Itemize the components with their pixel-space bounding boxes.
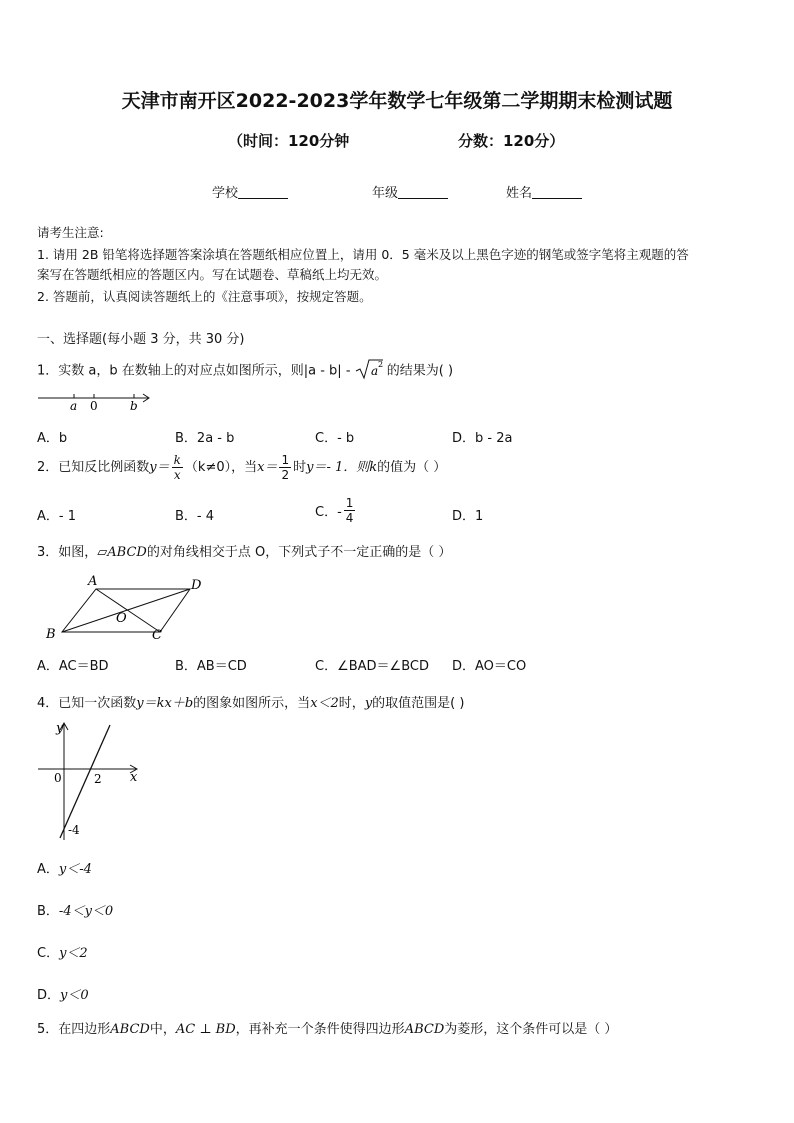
q4-fn: y＝kx＋b <box>136 696 194 711</box>
q1-option-b: B．2a - b <box>175 431 235 446</box>
q2-option-b: B．- 4 <box>175 509 215 524</box>
q2-option-a: A．- 1 <box>37 509 76 524</box>
notice-line-1a: 1. 请用 2B 铅笔将选择题答案涂填在答题纸相应位置上，请用 0．5 毫米及以上黑色字迹的钢笔或签字笔将主观题的答 <box>37 247 689 262</box>
question-1 <box>37 358 453 384</box>
x-intercept-label: 2 <box>94 772 102 786</box>
q3-option-b: B．AB＝CD <box>175 659 247 674</box>
q1-option-c: C．- b <box>315 431 355 446</box>
point-o: O <box>116 611 127 626</box>
q4-option-b: B．-4＜y＜0 <box>37 904 114 919</box>
axis-label-x: x <box>130 770 138 785</box>
school-label: 学校 <box>212 186 239 201</box>
q2-text: 2．已知反比例函数 <box>37 460 150 475</box>
q5-perp: AC ⊥ BD <box>175 1022 236 1037</box>
svg-text:a: a <box>370 364 378 378</box>
q4-y: y <box>364 696 373 711</box>
vertex-c: C <box>152 628 162 643</box>
notice-heading: 请考生注意: <box>37 225 104 240</box>
svg-text:2: 2 <box>377 360 383 369</box>
q2-option-c: C．- $\frac{1}{4}$ <box>315 496 354 525</box>
q2-cond: （k≠0），当 <box>184 460 258 475</box>
vertex-b: B <box>46 627 56 642</box>
y-intercept-label: -4 <box>68 823 80 837</box>
q4-cond: x＜2 <box>310 696 339 711</box>
q1-option-d: D．b - 2a <box>452 431 513 446</box>
q5-abcd: ABCD <box>110 1022 150 1037</box>
q4-mid: 的图象如图所示，当 <box>193 696 311 711</box>
exam-time: （时间：120分钟 <box>228 132 350 150</box>
q2-post: 的值为（ ） <box>377 460 447 475</box>
axis-label-y: y <box>56 721 64 736</box>
school-field <box>212 182 288 201</box>
sqrt-sign-icon <box>355 358 383 380</box>
q4-mid2: 时， <box>338 696 365 711</box>
q3-option-d: D．AO＝CO <box>452 659 527 674</box>
vertex-a: A <box>88 574 98 589</box>
q3-text-end: 的对角线相交于点 O，下列式子不一定正确的是（ ） <box>146 545 452 560</box>
q5-post: 为菱形，这个条件可以是（ ） <box>444 1022 618 1037</box>
label-b: b <box>130 399 138 413</box>
grade-field <box>372 182 448 201</box>
q2-xeq: x＝ <box>257 460 278 475</box>
q1-text-end: 的结果为( ) <box>386 363 454 379</box>
fraction-one-quarter: $\frac{1}{4}$ <box>345 496 354 525</box>
section-heading: 一、选择题(每小题 3 分，共 30 分) <box>37 332 245 347</box>
question-2 <box>37 453 446 482</box>
notice-line-2: 2. 答题前，认真阅读答题纸上的《注意事项》，按规定答题。 <box>37 289 372 304</box>
q4-option-a: A．y＜-4 <box>37 862 92 877</box>
grade-label: 年级 <box>372 186 399 201</box>
sqrt-expression <box>355 358 383 384</box>
question-5 <box>37 1018 617 1037</box>
q5-abcd2: ABCD <box>404 1022 445 1037</box>
grade-blank <box>398 186 448 199</box>
origin-label: 0 <box>54 771 62 785</box>
q2-fn-lhs: y＝ <box>149 460 170 475</box>
name-blank <box>532 186 582 199</box>
parallelogram-figure <box>40 572 210 644</box>
fraction-one-half: $\frac{1}{2}$ <box>281 453 290 482</box>
q3-option-a: A．AC＝BD <box>37 659 109 674</box>
name-field <box>506 182 582 201</box>
q2-option-d: D．1 <box>452 509 484 524</box>
q5-mid: 中， <box>149 1022 176 1037</box>
q4-option-d: D．y＜0 <box>37 988 89 1003</box>
exam-title: 天津市南开区2022-2023学年数学七年级第二学期期末检测试题 <box>121 90 673 112</box>
vertex-d: D <box>191 578 202 593</box>
q4-text: 4．已知一次函数 <box>37 696 137 711</box>
q3-option-c: C．∠BAD＝∠BCD <box>315 659 429 674</box>
linear-function-graph <box>36 720 146 844</box>
label-0: 0 <box>90 399 98 413</box>
q5-text: 5．在四边形 <box>37 1022 111 1037</box>
school-blank <box>238 186 288 199</box>
q2-yval: y＝- 1．则 <box>306 460 370 475</box>
exam-score: 分数：120分） <box>458 132 565 150</box>
number-line-figure <box>36 390 156 414</box>
q1-option-a: A．b <box>37 431 68 446</box>
question-4 <box>37 692 464 711</box>
q1-text: 1．实数 a，b 在数轴上的对应点如图所示，则|a - b| - <box>37 363 355 379</box>
notice-line-1b: 案写在答题纸相应的答题区内。写在试题卷、草稿纸上均无效。 <box>37 267 388 282</box>
q3-text: 3．如图， <box>37 545 98 560</box>
q4-option-c: C．y＜2 <box>37 946 88 961</box>
q2-mid: 时 <box>293 460 307 475</box>
name-label: 姓名 <box>506 186 533 201</box>
q3-abcd: ▱ABCD <box>97 545 147 560</box>
q5-mid2: ，再补充一个条件使得四边形 <box>235 1022 405 1037</box>
label-a: a <box>70 399 78 413</box>
question-3 <box>37 541 451 560</box>
q4-post: 的取值范围是( ) <box>372 696 465 711</box>
q2-kvar: k <box>369 460 378 475</box>
fraction-k-over-x: $\frac{k}{x}$ <box>173 453 181 482</box>
